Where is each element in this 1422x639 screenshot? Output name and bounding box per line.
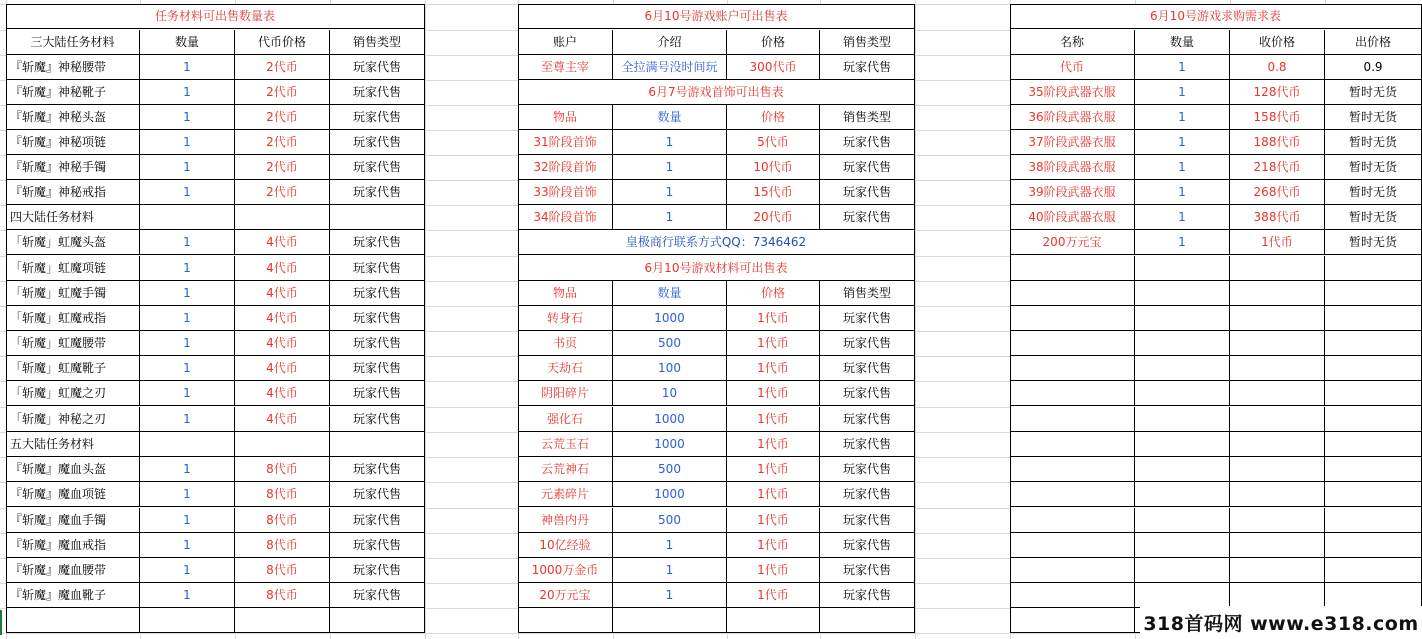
table-row-cell[interactable]: 玩家代售 [330,55,425,80]
table-row-cell[interactable]: 1 [1135,155,1230,180]
table-row-cell[interactable]: 1 [613,533,727,558]
table-row-cell[interactable]: 500 [613,331,727,356]
table-row-cell[interactable]: 玩家代售 [820,407,915,432]
table-row-cell[interactable]: 1 [140,381,235,406]
table-row-cell[interactable]: 「斩魔」虹魔项链 [6,256,140,281]
table-row-cell[interactable]: 暂时无货 [1325,130,1422,155]
table-row-cell[interactable]: 10代币 [727,155,820,180]
table-row-cell[interactable]: 1代币 [727,407,820,432]
column-header[interactable]: 收价格 [1230,30,1325,55]
empty-cell[interactable] [1325,482,1422,507]
table-row-cell[interactable]: 『斩魔』魔血腰带 [6,558,140,583]
table-row-cell[interactable]: 玩家代售 [820,482,915,507]
empty-cell[interactable] [1010,381,1135,406]
empty-cell[interactable] [1010,281,1135,306]
table-row-cell[interactable]: 1 [140,482,235,507]
table-row-cell[interactable]: 玩家代售 [330,180,425,205]
table-row-cell[interactable]: 玩家代售 [330,508,425,533]
empty-cell[interactable] [1325,356,1422,381]
table-row-cell[interactable]: 37阶段武器衣服 [1010,130,1135,155]
table-row-cell[interactable]: 1 [1135,205,1230,230]
table-row-cell[interactable]: 玩家代售 [330,155,425,180]
table-row-cell[interactable]: 玩家代售 [820,331,915,356]
empty-cell[interactable] [1325,331,1422,356]
empty-cell[interactable] [1230,558,1325,583]
table-row-cell[interactable]: 10亿经验 [518,533,613,558]
table-row-cell[interactable]: 玩家代售 [330,331,425,356]
table-row-cell[interactable]: 10 [613,381,727,406]
table-row-cell[interactable]: 1代币 [727,306,820,331]
table-row-cell[interactable]: 1 [1135,230,1230,255]
table-row-cell[interactable]: 1000 [613,432,727,457]
column-header[interactable]: 销售类型 [820,281,915,306]
empty-cell[interactable] [1230,457,1325,482]
table-row-cell[interactable]: 1 [1135,180,1230,205]
table-row-cell[interactable]: 暂时无货 [1325,180,1422,205]
table-row-cell[interactable]: 5代币 [727,130,820,155]
table-row-cell[interactable]: 1 [1135,80,1230,105]
table-row-cell[interactable]: 0.9 [1325,55,1422,80]
table-row-cell[interactable]: 1 [140,155,235,180]
empty-cell[interactable] [1135,281,1230,306]
column-header[interactable]: 数量 [613,105,727,130]
table-row-cell[interactable]: 38阶段武器衣服 [1010,155,1135,180]
empty-cell[interactable] [140,205,235,230]
table-row-cell[interactable]: 玩家代售 [330,130,425,155]
table-row-cell[interactable]: 4代币 [235,356,330,381]
empty-cell[interactable] [1325,306,1422,331]
empty-cell[interactable] [330,608,425,633]
empty-cell[interactable] [613,608,727,633]
table-row-cell[interactable]: 1代币 [727,356,820,381]
table-row-cell[interactable]: 4代币 [235,256,330,281]
table-row-cell[interactable]: 1 [140,281,235,306]
table-row-cell[interactable]: 玩家代售 [820,155,915,180]
table-row-cell[interactable]: 1000 [613,407,727,432]
column-header[interactable]: 代币价格 [235,30,330,55]
empty-cell[interactable] [140,432,235,457]
empty-cell[interactable] [140,608,235,633]
section-label[interactable]: 五大陆任务材料 [6,432,140,457]
table-row-cell[interactable]: 书页 [518,331,613,356]
table-row-cell[interactable]: 8代币 [235,558,330,583]
table-row-cell[interactable]: 1 [140,80,235,105]
table-row-cell[interactable]: 元素碎片 [518,482,613,507]
table-row-cell[interactable]: 218代币 [1230,155,1325,180]
empty-cell[interactable] [330,205,425,230]
table-row-cell[interactable]: 1000 [613,306,727,331]
empty-cell[interactable] [1135,508,1230,533]
table-row-cell[interactable]: 「斩魔」虹魔戒指 [6,306,140,331]
table-row-cell[interactable]: 暂时无货 [1325,205,1422,230]
watermark: 318首码网 www.e318.com [1140,606,1422,639]
column-header[interactable]: 价格 [727,30,820,55]
table-row-cell[interactable]: 玩家代售 [820,508,915,533]
column-header[interactable]: 物品 [518,105,613,130]
table-row-cell[interactable]: 2代币 [235,155,330,180]
table-row-cell[interactable]: 1代币 [727,558,820,583]
table-row-cell[interactable]: 1代币 [727,432,820,457]
column-header[interactable]: 销售类型 [330,30,425,55]
table-row-cell[interactable]: 玩家代售 [330,558,425,583]
table-row-cell[interactable]: 玩家代售 [330,105,425,130]
empty-cell[interactable] [1010,533,1135,558]
empty-cell[interactable] [1010,482,1135,507]
empty-cell[interactable] [1010,508,1135,533]
table-row-cell[interactable]: 1 [140,105,235,130]
table-row-cell[interactable]: 388代币 [1230,205,1325,230]
empty-cell[interactable] [1230,407,1325,432]
table-row-cell[interactable]: 玩家代售 [820,432,915,457]
table-row-cell[interactable]: 39阶段武器衣服 [1010,180,1135,205]
table-row-cell[interactable]: 玩家代售 [820,558,915,583]
empty-cell[interactable] [1230,381,1325,406]
table-row-cell[interactable]: 36阶段武器衣服 [1010,105,1135,130]
empty-cell[interactable] [1010,583,1135,608]
table-row-cell[interactable]: 「斩魔」虹魔腰带 [6,331,140,356]
table-row-cell[interactable]: 代币 [1010,55,1135,80]
empty-cell[interactable] [1135,356,1230,381]
empty-cell[interactable] [1135,306,1230,331]
table-row-cell[interactable]: 4代币 [235,381,330,406]
column-header[interactable]: 数量 [140,30,235,55]
empty-cell[interactable] [1325,407,1422,432]
empty-cell[interactable] [1010,256,1135,281]
table-row-cell[interactable]: 1代币 [727,583,820,608]
table-row-cell[interactable]: 1 [1135,130,1230,155]
empty-cell[interactable] [1135,533,1230,558]
table-row-cell[interactable]: 暂时无货 [1325,230,1422,255]
table-row-cell[interactable]: 暂时无货 [1325,80,1422,105]
table-row-cell[interactable]: 1 [140,331,235,356]
table-row-cell[interactable]: 『斩魔』魔血戒指 [6,533,140,558]
account-row-cell[interactable]: 300代币 [727,55,820,80]
column-header[interactable]: 物品 [518,281,613,306]
empty-cell[interactable] [1135,381,1230,406]
table-row-cell[interactable]: 1 [140,230,235,255]
column-header[interactable]: 价格 [727,281,820,306]
empty-cell[interactable] [1010,457,1135,482]
empty-cell[interactable] [1325,533,1422,558]
table-title[interactable]: 6月10号游戏材料可出售表 [518,256,915,281]
table-row-cell[interactable]: 『斩魔』神秘项链 [6,130,140,155]
empty-cell[interactable] [1230,256,1325,281]
empty-cell[interactable] [235,608,330,633]
table-row-cell[interactable]: 1 [140,558,235,583]
table-row-cell[interactable]: 玩家代售 [330,482,425,507]
column-header[interactable]: 介绍 [613,30,727,55]
table-row-cell[interactable]: 玩家代售 [330,80,425,105]
empty-cell[interactable] [1010,608,1135,633]
table-row-cell[interactable]: 『斩魔』魔血手镯 [6,508,140,533]
table-row-cell[interactable]: 1 [140,457,235,482]
empty-cell[interactable] [1135,457,1230,482]
empty-cell[interactable] [235,205,330,230]
table-row-cell[interactable]: 『斩魔』神秘腰带 [6,55,140,80]
gridline-vertical [425,0,426,639]
table-row-cell[interactable]: 『斩魔』神秘头盔 [6,105,140,130]
table-row-cell[interactable]: 8代币 [235,482,330,507]
table-row-cell[interactable]: 转身石 [518,306,613,331]
table-row-cell[interactable]: 4代币 [235,230,330,255]
table-row-cell[interactable]: 玩家代售 [820,356,915,381]
table-row-cell[interactable]: 玩家代售 [820,130,915,155]
column-header[interactable]: 账户 [518,30,613,55]
column-header[interactable]: 数量 [613,281,727,306]
empty-cell[interactable] [1135,256,1230,281]
table-row-cell[interactable]: 1代币 [727,331,820,356]
table-row-cell[interactable]: 40阶段武器衣服 [1010,205,1135,230]
table-row-cell[interactable]: 天劫石 [518,356,613,381]
empty-cell[interactable] [1325,432,1422,457]
table-row-cell[interactable]: 玩家代售 [330,306,425,331]
empty-cell[interactable] [1325,256,1422,281]
table-row-cell[interactable]: 玩家代售 [330,407,425,432]
table-row-cell[interactable]: 500 [613,508,727,533]
table-row-cell[interactable]: 20代币 [727,205,820,230]
empty-cell[interactable] [1325,558,1422,583]
table-title[interactable]: 6月10号游戏求购需求表 [1010,4,1422,29]
empty-cell[interactable] [1010,407,1135,432]
table-row-cell[interactable]: 1 [140,533,235,558]
table-row-cell[interactable]: 1 [613,180,727,205]
table-row-cell[interactable]: 玩家代售 [820,205,915,230]
empty-cell[interactable] [1010,306,1135,331]
table-row-cell[interactable]: 神兽内丹 [518,508,613,533]
table-row-cell[interactable]: 4代币 [235,281,330,306]
table-row-cell[interactable]: 暂时无货 [1325,155,1422,180]
table-row-cell[interactable]: 玩家代售 [330,281,425,306]
table-row-cell[interactable]: 1 [140,130,235,155]
account-row-cell[interactable]: 全拉满号没时间玩 [613,55,727,80]
table-row-cell[interactable]: 1 [613,155,727,180]
table-row-cell[interactable]: 8代币 [235,457,330,482]
column-header[interactable]: 销售类型 [820,30,915,55]
table-row-cell[interactable]: 1 [613,558,727,583]
table-row-cell[interactable]: 1000 [613,482,727,507]
table-row-cell[interactable]: 1代币 [727,457,820,482]
table-row-cell[interactable]: 1000万金币 [518,558,613,583]
table-row-cell[interactable]: 『斩魔』魔血头盔 [6,457,140,482]
table-row-cell[interactable]: 玩家代售 [820,381,915,406]
empty-cell[interactable] [1230,281,1325,306]
table-row-cell[interactable]: 8代币 [235,508,330,533]
column-header[interactable]: 数量 [1135,30,1230,55]
column-header[interactable]: 出价格 [1325,30,1422,55]
empty-cell[interactable] [330,432,425,457]
table-row-cell[interactable]: 268代币 [1230,180,1325,205]
table-title[interactable]: 6月7号游戏首饰可出售表 [518,80,915,105]
account-row-cell[interactable]: 玩家代售 [820,55,915,80]
table-row-cell[interactable]: 1代币 [727,381,820,406]
table-row-cell[interactable]: 「斩魔」虹魔手镯 [6,281,140,306]
empty-cell[interactable] [727,608,820,633]
empty-cell[interactable] [1230,508,1325,533]
table-row-cell[interactable]: 8代币 [235,533,330,558]
column-header[interactable]: 名称 [1010,30,1135,55]
table-row-cell[interactable]: 1代币 [1230,230,1325,255]
table-row-cell[interactable]: 玩家代售 [330,381,425,406]
table-row-cell[interactable]: 128代币 [1230,80,1325,105]
table-row-cell[interactable]: 35阶段武器衣服 [1010,80,1135,105]
table-row-cell[interactable]: 1 [140,306,235,331]
table-row-cell[interactable]: 2代币 [235,55,330,80]
table-row-cell[interactable]: 1 [140,55,235,80]
table-row-cell[interactable]: 1 [140,583,235,608]
empty-cell[interactable] [1135,558,1230,583]
table-row-cell[interactable]: 15代币 [727,180,820,205]
table-row-cell[interactable]: 1 [1135,55,1230,80]
contact-info[interactable]: 皇极商行联系方式QQ：7346462 [518,230,915,255]
column-header[interactable]: 三大陆任务材料 [6,30,140,55]
table-row-cell[interactable]: 玩家代售 [820,533,915,558]
empty-cell[interactable] [235,432,330,457]
table-row-cell[interactable]: 玩家代售 [820,306,915,331]
table-row-cell[interactable]: 玩家代售 [330,457,425,482]
table-row-cell[interactable]: 1 [1135,105,1230,130]
empty-cell[interactable] [1010,558,1135,583]
account-row-cell[interactable]: 至尊主宰 [518,55,613,80]
table-row-cell[interactable]: 1代币 [727,533,820,558]
empty-cell[interactable] [1135,482,1230,507]
table-row-cell[interactable]: 『斩魔』神秘手镯 [6,155,140,180]
table-row-cell[interactable]: 100 [613,356,727,381]
empty-cell[interactable] [518,608,613,633]
table-row-cell[interactable]: 20万元宝 [518,583,613,608]
empty-cell[interactable] [1230,533,1325,558]
empty-cell[interactable] [1230,432,1325,457]
table-row-cell[interactable]: 云荒神石 [518,457,613,482]
empty-cell[interactable] [1135,432,1230,457]
empty-cell[interactable] [1010,356,1135,381]
empty-cell[interactable] [1135,331,1230,356]
table-row-cell[interactable]: 500 [613,457,727,482]
empty-cell[interactable] [1325,583,1422,608]
column-header[interactable]: 价格 [727,105,820,130]
column-header[interactable]: 销售类型 [820,105,915,130]
empty-cell[interactable] [1325,381,1422,406]
table-row-cell[interactable]: 158代币 [1230,105,1325,130]
empty-cell[interactable] [1010,331,1135,356]
table-row-cell[interactable]: 玩家代售 [330,583,425,608]
table-row-cell[interactable]: 「斩魔」虹魔之刃 [6,381,140,406]
table-row-cell[interactable]: 玩家代售 [330,533,425,558]
table-row-cell[interactable]: 玩家代售 [330,356,425,381]
empty-cell[interactable] [1325,281,1422,306]
table-row-cell[interactable]: 33阶段首饰 [518,180,613,205]
table-row-cell[interactable]: 「斩魔」神秘之刃 [6,407,140,432]
table-row-cell[interactable]: 0.8 [1230,55,1325,80]
empty-cell[interactable] [1230,583,1325,608]
table-row-cell[interactable]: 1 [140,407,235,432]
table-row-cell[interactable]: 1 [140,356,235,381]
table-row-cell[interactable]: 1 [140,256,235,281]
table-row-cell[interactable]: 4代币 [235,331,330,356]
table-row-cell[interactable]: 2代币 [235,180,330,205]
table-row-cell[interactable]: 玩家代售 [330,230,425,255]
empty-cell[interactable] [1135,407,1230,432]
table-row-cell[interactable]: 8代币 [235,583,330,608]
empty-cell[interactable] [1325,508,1422,533]
table-row-cell[interactable]: 31阶段首饰 [518,130,613,155]
table-row-cell[interactable]: 1代币 [727,508,820,533]
table-row-cell[interactable]: 「斩魔」虹魔头盔 [6,230,140,255]
table-row-cell[interactable]: 『斩魔』魔血靴子 [6,583,140,608]
table-row-cell[interactable]: 云荒玉石 [518,432,613,457]
empty-cell[interactable] [1325,457,1422,482]
table-title[interactable]: 6月10号游戏账户可出售表 [518,4,915,29]
table-row-cell[interactable]: 1 [140,180,235,205]
table-row-cell[interactable]: 『斩魔』魔血项链 [6,482,140,507]
table-row-cell[interactable]: 暂时无货 [1325,105,1422,130]
table-row-cell[interactable]: 1 [613,205,727,230]
active-cell-indicator [0,610,10,635]
table-row-cell[interactable]: 玩家代售 [330,256,425,281]
table-row-cell[interactable]: 1 [140,508,235,533]
empty-cell[interactable] [1230,306,1325,331]
table-row-cell[interactable]: 34阶段首饰 [518,205,613,230]
table-row-cell[interactable]: 1代币 [727,482,820,507]
table-row-cell[interactable]: 1 [613,130,727,155]
table-row-cell[interactable]: 「斩魔」虹魔靴子 [6,356,140,381]
empty-cell[interactable] [1230,482,1325,507]
table-row-cell[interactable]: 200万元宝 [1010,230,1135,255]
table-row-cell[interactable]: 玩家代售 [820,583,915,608]
table-row-cell[interactable]: 4代币 [235,306,330,331]
table-row-cell[interactable]: 1 [613,583,727,608]
table-row-cell[interactable]: 2代币 [235,130,330,155]
section-label[interactable]: 四大陆任务材料 [6,205,140,230]
empty-cell[interactable] [6,608,140,633]
gridline-vertical [915,0,916,639]
table-row-cell[interactable]: 『斩魔』神秘戒指 [6,180,140,205]
table-row-cell[interactable]: 32阶段首饰 [518,155,613,180]
empty-cell[interactable] [1230,331,1325,356]
table-title[interactable]: 任务材料可出售数量表 [6,4,425,29]
table-row-cell[interactable]: 阴阳碎片 [518,381,613,406]
table-row-cell[interactable]: 强化石 [518,407,613,432]
empty-cell[interactable] [820,608,915,633]
table-row-cell[interactable]: 玩家代售 [820,180,915,205]
table-row-cell[interactable]: 2代币 [235,80,330,105]
empty-cell[interactable] [1230,356,1325,381]
empty-cell[interactable] [1010,432,1135,457]
table-row-cell[interactable]: 玩家代售 [820,457,915,482]
table-row-cell[interactable]: 2代币 [235,105,330,130]
table-row-cell[interactable]: 188代币 [1230,130,1325,155]
table-row-cell[interactable]: 4代币 [235,407,330,432]
empty-cell[interactable] [1135,583,1230,608]
table-row-cell[interactable]: 『斩魔』神秘靴子 [6,80,140,105]
